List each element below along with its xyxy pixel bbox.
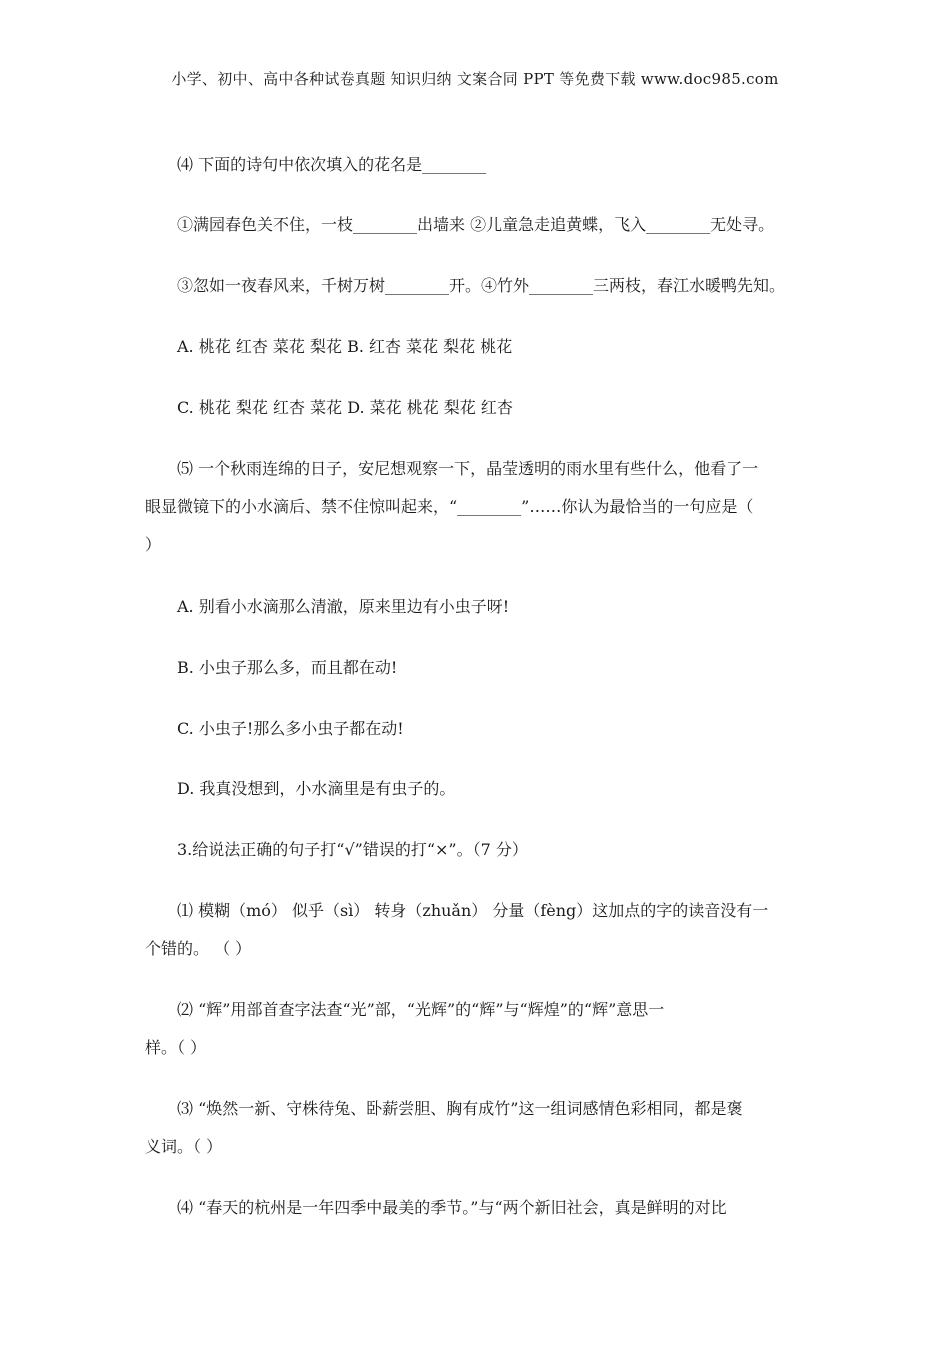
question-4-stem: ⑷ 下面的诗句中依次填入的花名是________ bbox=[177, 155, 487, 174]
option-d: D. 我真没想到，小水滴里是有虫子的。 bbox=[177, 779, 456, 798]
option-b: B. 小虫子那么多，而且都在动! bbox=[177, 658, 398, 677]
question-5-stem-line-1: ⑸ 一个秋雨连绵的日子，安尼想观察一下，晶莹透明的雨水里有些什么，他看了一 bbox=[177, 459, 759, 478]
item-3-line-2: 义词。（ ） bbox=[145, 1137, 223, 1156]
item-2-line-2: 样。（ ） bbox=[145, 1038, 207, 1057]
poem-line-1-2: ①满园春色关不住，一枝________出墙来 ②儿童急走追黄蝶，飞入________无处寻。 bbox=[177, 215, 775, 234]
option-c: C. 小虫子!那么多小虫子都在动! bbox=[177, 719, 404, 738]
question-5-stem-line-3: ） bbox=[145, 535, 162, 554]
item-3-line-1: ⑶ “焕然一新、守株待兔、卧薪尝胆、胸有成竹”这一组词感情色彩相同，都是褒 bbox=[177, 1099, 743, 1118]
option-a: A. 别看小水滴那么清澈，原来里边有小虫子呀! bbox=[177, 597, 510, 616]
item-1-line-2: 个错的。 （ ） bbox=[145, 939, 252, 958]
options-a-b: A. 桃花 红杏 菜花 梨花 B. 红杏 菜花 梨花 桃花 bbox=[177, 337, 513, 356]
page-header: 小学、初中、高中各种试卷真题 知识归纳 文案合同 PPT 等免费下载 www.doc985.com bbox=[171, 70, 779, 88]
section-3-title: 3.给说法正确的句子打“√”错误的打“×”。（7 分） bbox=[177, 840, 528, 859]
question-5-stem-line-2: 眼显微镜下的小水滴后、禁不住惊叫起来，“________”……你认为最恰当的一句应是（ bbox=[145, 497, 754, 516]
item-1-line-1: ⑴ 模糊（mó） 似乎（sì） 转身（zhuǎn） 分量（fèng）这加点的字的读音没有一 bbox=[177, 901, 769, 920]
options-c-d: C. 桃花 梨花 红杏 菜花 D. 菜花 桃花 梨花 红杏 bbox=[177, 398, 513, 417]
item-4-line-1: ⑷ “春天的杭州是一年四季中最美的季节。”与“两个新旧社会，真是鲜明的对比 bbox=[177, 1198, 727, 1217]
poem-line-3-4: ③忽如一夜春风来，千树万树________开。④竹外________三两枝，春江水暖鸭先知。 bbox=[177, 276, 786, 295]
item-2-line-1: ⑵ “辉”用部首查字法查“光”部，“光辉”的“辉”与“辉煌”的“辉”意思一 bbox=[177, 1000, 665, 1019]
